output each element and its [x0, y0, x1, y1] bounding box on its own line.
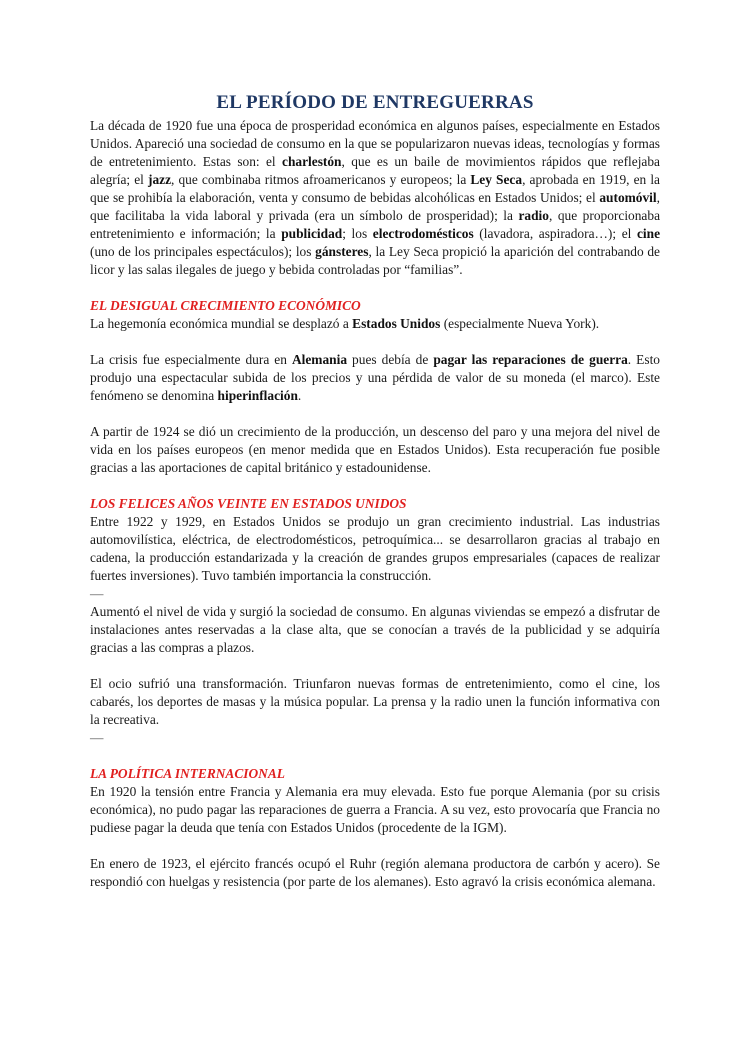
text-run: . Esto produjo una espectacular subida de los precios y una pérdida de valor de su moneda (el marco). Este fenómeno se denomina [90, 352, 660, 403]
section-heading-roaring-twenties: LOS FELICES AÑOS VEINTE EN ESTADOS UNIDOS [90, 496, 407, 511]
spacer [90, 657, 660, 675]
text-run: La década de 1920 fue una época de prosperidad económica en algunos países, especialmente en Estados Unidos. Apareció una sociedad de consumo en la que se popularizaron nuevas ideas, tecnologías y formas de entretenimiento. Estas son: el [90, 118, 660, 169]
spacer [90, 405, 660, 423]
economic-paragraph-1 [90, 315, 660, 333]
text-run: ; los [342, 226, 373, 241]
text-run: (uno de los principales espectáculos); los [90, 244, 316, 259]
bold-term: pagar las reparaciones de guerra [433, 352, 628, 367]
text-run: (especialmente Nueva York). [440, 316, 600, 331]
twenties-paragraph-1: Entre 1922 y 1929, en Estados Unidos se produjo un gran crecimiento industrial. Las industrias automovilística, eléctrica, de electrodomésticos, petroquímica... se desarrollaron gracias al trabajo en cadena, la producción estandarizada y la creación de grandes grupos empresariales (capaces de realizar fuertes inversiones). Tuvo también importancia la construcción. [90, 514, 660, 583]
dash-separator: — [90, 586, 104, 601]
spacer [90, 477, 660, 495]
bold-term: jazz [148, 172, 172, 187]
bold-term: publicidad [281, 226, 343, 241]
spacer [90, 837, 660, 855]
text-run: La hegemonía económica mundial se desplazó a [90, 316, 353, 331]
bold-term: Estados Unidos [352, 316, 441, 331]
text-run: . [297, 388, 302, 403]
spacer [90, 279, 660, 297]
twenties-paragraph-3: El ocio sufrió una transformación. Triunfaron nuevas formas de entretenimiento, como el cine, los cabarés, los deportes de masas y la música popular. La prensa y la radio unen la función informativa con la recreativa. [90, 676, 660, 727]
politics-paragraph-1: En 1920 la tensión entre Francia y Alemania era muy elevada. Esto fue porque Alemania (por su crisis económica), no pudo pagar las reparaciones de guerra a Francia. A su vez, esto provocaría que Francia no pudiese pagar la deuda que tenía con Estados Unidos (procedente de la IGM). [90, 784, 660, 835]
bold-term: hiperinflación [217, 388, 298, 403]
bold-term: radio [518, 208, 549, 223]
text-run: , aprobada en 1919, en la que se prohibía la elaboración, venta y consumo de bebidas alcohólicas en Estados Unidos; el [90, 172, 660, 205]
text-run: , que facilitaba la vida laboral y privada (era un símbolo de prosperidad); la [90, 190, 660, 223]
economic-paragraph-2 [90, 351, 660, 405]
bold-term: Alemania [291, 352, 348, 367]
bold-term: electrodomésticos [372, 226, 474, 241]
bold-term: cine [636, 226, 661, 241]
text-run: pues debía de [347, 352, 434, 367]
politics-paragraph-2: En enero de 1923, el ejército francés ocupó el Ruhr (región alemana productora de carbón y acero). Se respondió con huelgas y resistencia (por parte de los alemanes). Esto agravó la crisis económica alemana. [90, 856, 660, 889]
dash-separator: — [90, 730, 104, 745]
bold-term: gánsteres [315, 244, 369, 259]
spacer [90, 333, 660, 351]
bold-term: Ley Seca [470, 172, 523, 187]
section-heading-international-politics: LA POLÍTICA INTERNACIONAL [90, 766, 285, 781]
twenties-paragraph-2: Aumentó el nivel de vida y surgió la sociedad de consumo. En algunas viviendas se empezó a disfrutar de instalaciones antes reservadas a la clase alta, que se conocían a través de la publicidad y se adquiría gracias a las compras a plazos. [90, 604, 660, 655]
spacer [90, 747, 660, 765]
section-heading-economic-growth: EL DESIGUAL CRECIMIENTO ECONÓMICO [90, 298, 361, 313]
text-run: , que es un baile de movimientos rápidos que reflejaba alegría; el [90, 154, 661, 187]
text-run: La crisis fue especialmente dura en [90, 352, 292, 367]
text-run: , la Ley Seca propició la aparición del contrabando de licor y las salas ilegales de juego y bebida controladas por “familias”. [90, 244, 660, 277]
page-title: EL PERÍODO DE ENTREGUERRAS [216, 92, 534, 113]
bold-term: automóvil [599, 190, 657, 205]
text-run: (lavadora, aspiradora…); el [473, 226, 637, 241]
text-run: , que proporcionaba entretenimiento e información; la [90, 208, 661, 241]
bold-term: charlestón [282, 154, 342, 169]
intro-paragraph [90, 117, 660, 279]
text-run: , que combinaba ritmos afroamericanos y europeos; la [171, 172, 471, 187]
economic-paragraph-3: A partir de 1924 se dió un crecimiento de la producción, un descenso del paro y una mejora del nivel de vida en los países europeos (en menor medida que en Estados Unidos). Esta recuperación fue posible gracias a las aportaciones de capital británico y estadounidense. [90, 424, 660, 475]
